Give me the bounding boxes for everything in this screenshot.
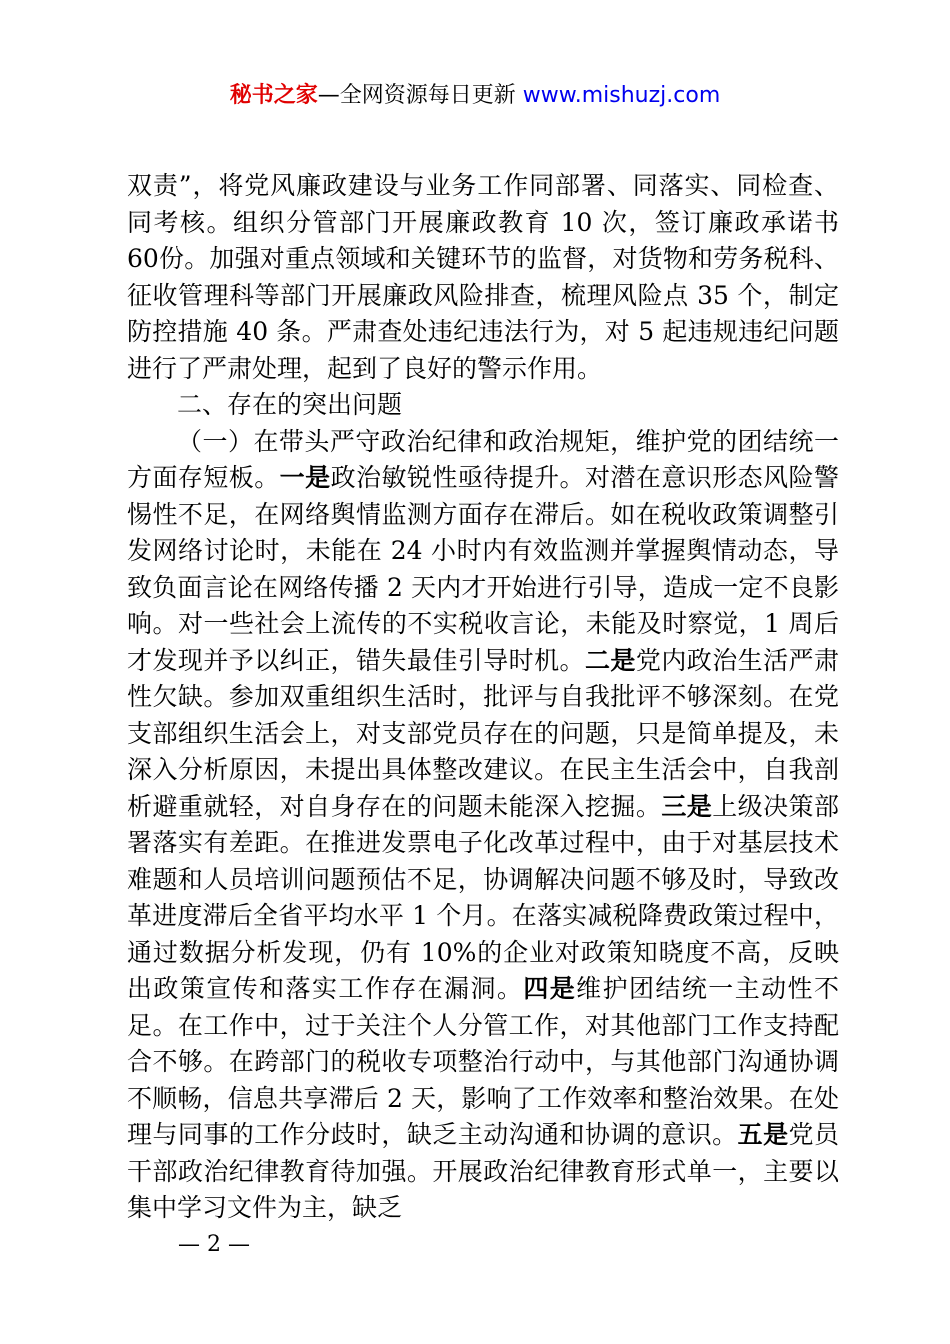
issue-text-5: 党员干部政治纪律教育待加强。开展政治纪律教育形式单一，主要以集中学习文件为主，缺乏 bbox=[127, 1120, 839, 1222]
keyword-first: 一是 bbox=[279, 463, 331, 492]
section-heading: 二、存在的突出问题 bbox=[177, 390, 403, 419]
paragraph-continued: 双责”，将党风廉政建设与业务工作同部署、同落实、同检查、同考核。组织分管部门开展廉政教育 10 次，签订廉政承诺书 60份。加强对重点领域和关键环节的监督，对货物和劳务税科、征收管理科等部门开展廉政风险排查，梳理风险点 35 个，制定防控措施 40 条。严肃查处违纪违法行为，对 5 起违规违纪问题进行了严肃处理，起到了良好的警示作用。 bbox=[127, 171, 839, 383]
issue-intro: （一）在带头严守政治纪律和政治规矩，维护党的团结统一方面存短板。 bbox=[127, 426, 839, 492]
issue-text-4: 维护团结统一主动性不足。在工作中，过于关注个人分管工作，对其他部门工作支持配合不够。在跨部门的税收专项整治行动中，与其他部门沟通协调不顺畅，信息共享滞后 2 天，影响了工作效率和整治效果。在处理与同事的工作分歧时，缺乏主动沟通和协调的意识。 bbox=[127, 974, 839, 1149]
keyword-fourth: 四是 bbox=[523, 974, 577, 1003]
site-url: www.mishuzj.com bbox=[522, 83, 721, 108]
issue-text-2: 党内政治生活严肃性欠缺。参加双重组织生活时，批评与自我批评不够深刻。在党支部组织生活会上，对支部党员存在的问题，只是简单提及，未深入分析原因，未提出具体整改建议。在民主生活会中，自我剖析避重就轻，对自身存在的问题未能深入挖掘。 bbox=[127, 645, 839, 821]
issue-text-1: 政治敏锐性亟待提升。对潜在意识形态风险警惕性不足，在网络舆情监测方面存在滞后。如在税收政策调整引发网络讨论时，未能在 24 小时内有效监测并掌握舆情动态，导致负面言论在网络传播 2 天内才开始进行引导，造成一定不良影响。对一些社会上流传的不实税收言论，未能及时察觉，1 周后才发现并予以纠正，错失最佳引导时机。 bbox=[127, 463, 839, 675]
brand-slogan: —全网资源每日更新 bbox=[317, 83, 523, 108]
page-number: — 2 — bbox=[178, 1232, 250, 1257]
site-watermark-header bbox=[0, 78, 950, 109]
keyword-second: 二是 bbox=[584, 645, 636, 675]
paragraph-issues bbox=[127, 424, 839, 1227]
brand-name: 秘书之家 bbox=[229, 83, 318, 108]
document-body bbox=[127, 168, 839, 1227]
keyword-fifth: 五是 bbox=[737, 1120, 789, 1149]
keyword-third: 三是 bbox=[661, 791, 713, 821]
issue-text-3: 上级决策部署落实有差距。在推进发票电子化改革过程中，由于对基层技术难题和人员培训问题预估不足，协调解决问题不够及时，导致改革进度滞后全省平均水平 1 个月。在落实减税降费政策过程中，通过数据分析发现，仍有 10%的企业对政策知晓度不高，反映出政策宣传和落实工作存在漏洞。 bbox=[127, 791, 839, 1003]
